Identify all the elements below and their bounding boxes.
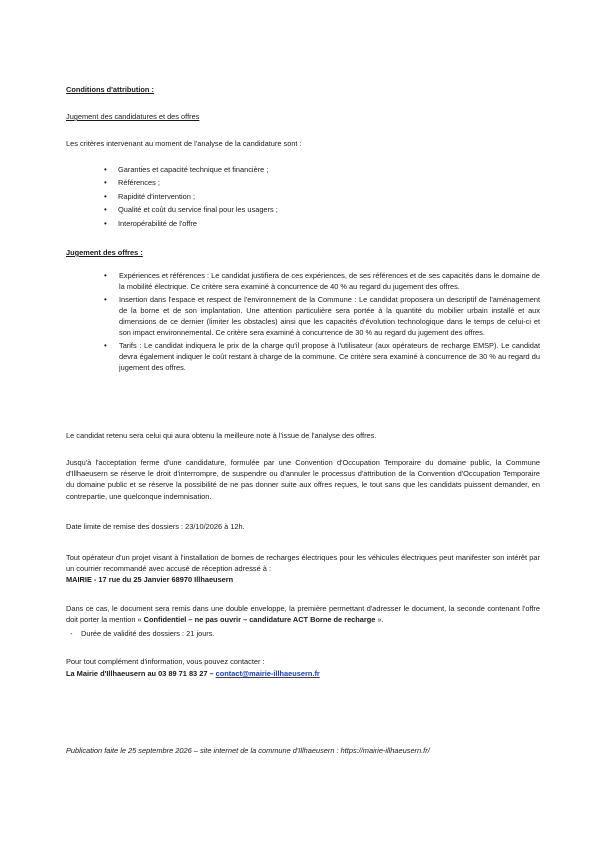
offres-list: [66, 270, 540, 374]
double-enveloppe-paragraph: [66, 603, 540, 625]
list-item: • Interopérabilité de l'offre: [66, 218, 540, 229]
duree-list: [66, 628, 540, 639]
acceptation-paragraph: Jusqu'à l'acceptation ferme d'une candidature, formulée par une Convention d'Occupation Temporaire du domaine public, la Commune d'Illhaeusern se réserve le droit d'interrompre, de suspendre ou d'annuler le processus d'attribution de la Convention d'Occupation Temporaire du domaine public et se réserve la possibilité de ne pas donner suite aux offres reçues, le tout sans que les candidats puissent demander, en contrepartie, une quelconque indemnisation.: [66, 458, 540, 501]
confidential-mention: Confidentiel – ne pas ouvrir – candidature ACT Borne de recharge: [143, 615, 376, 625]
contact-email-link[interactable]: contact@mairie-illhaeusern.fr: [215, 669, 320, 678]
double-enveloppe-text-start: Dans ce cas, le document sera remis dans une double enveloppe, la première permettant d'adresser le document, la seconde contenant l'offre doit porter la mention «: [66, 604, 540, 625]
list-item: • Expériences et références : Le candidat justifiera de ces expériences, de ses références et de ses capacités dans le domaine de la mobilité électrique. Ce critère sera examiné à concurrence de 40 % au regard du jugement des offres.: [66, 270, 540, 292]
conditions-title: Conditions d'attribution :: [66, 85, 154, 94]
publication-footer: Publication faite le 25 septembre 2026 – site internet de la commune d'Illhaeusern : https://mairie-illhaeusern.fr/: [66, 746, 430, 755]
mairie-address: MAIRIE - 17 rue du 25 Janvier 68970 Illhaeusern: [66, 575, 234, 584]
contact-line: [66, 668, 540, 679]
list-item: • Tarifs : Le candidat indiquera le prix de la charge qu'il propose à l'utilisateur (aux opérateurs de recharge EMSP). Le candidat devra également indiquer le coût restant à charge de la commune. Ce critère sera examiné à concurrence de 30 % au regard du jugement des offres.: [66, 340, 540, 374]
operateur-paragraph: Tout opérateur d'un projet visant à l'installation de bornes de recharges électriques pour les véhicules électriques peut manifester son intérêt par un courrier recommandé avec accusé de réception adressé à :: [66, 553, 540, 574]
contact-phone-text: La Mairie d'Illhaeusern au 03 89 71 83 27 –: [66, 669, 216, 678]
candidat-retenu: Le candidat retenu sera celui qui aura obtenu la meilleure note à l'issue de l'analyse des offres.: [66, 431, 377, 440]
jugement-offres-title: Jugement des offres :: [66, 248, 143, 257]
criteres-intro: Les critères intervenant au moment de l'analyse de la candidature sont :: [66, 139, 302, 148]
criteres-list: [66, 164, 540, 231]
double-enveloppe-text-end: ».: [375, 615, 384, 625]
duree-validite: - Durée de validité des dossiers : 21 jours.: [66, 628, 540, 639]
list-item: • Rapidité d'intervention ;: [66, 191, 540, 202]
contact-intro: Pour tout complément d'information, vous pouvez contacter :: [66, 657, 265, 666]
list-item: • Garanties et capacité technique et financière ;: [66, 164, 540, 175]
list-item: • Qualité et coût du service final pour les usagers ;: [66, 204, 540, 215]
list-item: • Références ;: [66, 177, 540, 188]
jugement-candidatures-title: Jugement des candidatures et des offres: [66, 112, 200, 121]
date-limite: Date limite de remise des dossiers : 23/10/2026 à 12h.: [66, 522, 245, 531]
list-item: • Insertion dans l'espace et respect de l'environnement de la Commune : Le candidat proposera un descriptif de l'aménagement de la borne et de son implantation. Une attention particulière sera portée à la quantité du mobilier urbain installé et aux dimensions de ce dernier (limiter les obstacles) ainsi que les capacités d'évolution technologique dans le temps de celui-ci et son impact environnemental. Ce critère sera examiné à concurrence de 30 % au regard du jugement des offres.: [66, 294, 540, 339]
